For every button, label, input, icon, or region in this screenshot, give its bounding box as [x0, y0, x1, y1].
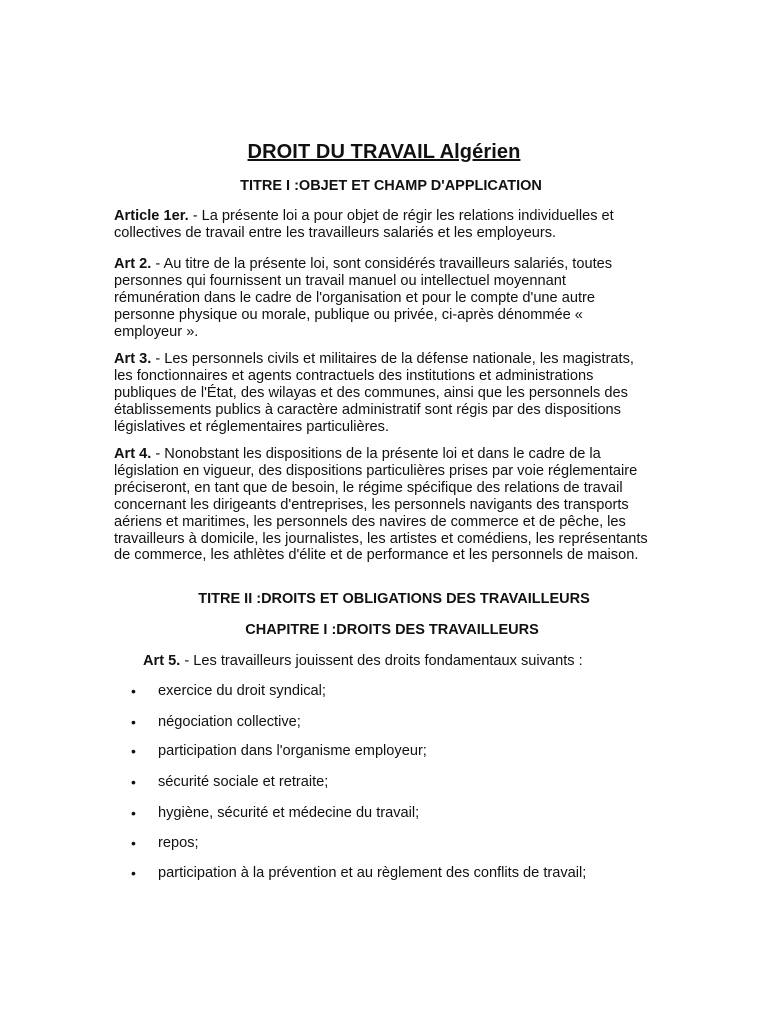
article-2: [114, 256, 654, 341]
list-item-text: repos;: [158, 835, 199, 851]
list-item-text: participation dans l'organisme employeur;: [158, 743, 427, 759]
article-text: - Nonobstant les dispositions de la présente loi et dans le cadre de la législation en vigueur, des dispositions particulières prises par voie réglementaire préciseront, en tant que de besoin, le régime spécifique des relations de travail concernant les dirigeants d'entreprises, les personnels navigants des transports aériens et maritimes, les personnels des navires de commerce et de pêche, les travailleurs à domicile, les journalistes, les artistes et comédiens, les représentants de commerce, les athlètes d'élite et de performance et les personnels de maison.: [114, 446, 648, 564]
list-item-text: sécurité sociale et retraite;: [158, 774, 329, 790]
bullet-icon: •: [131, 683, 136, 699]
list-item-text: exercice du droit syndical;: [158, 683, 326, 699]
article-text: - Au titre de la présente loi, sont considérés travailleurs salariés, toutes personnes qui fournissent un travail manuel ou intellectuel moyennant rémunération dans le cadre de l'organisation et pour le compte d'une autre personne physique ou morale, publique ou privée, ci-après dénommée « employeur ».: [114, 256, 613, 340]
article-label: Art 4.: [114, 446, 152, 462]
article-1: [114, 208, 654, 242]
heading-titre-1: TITRE I :OBJET ET CHAMP D'APPLICATION: [240, 178, 542, 194]
list-item-text: participation à la prévention et au règlement des conflits de travail;: [158, 865, 587, 881]
heading-titre-2: TITRE II :DROITS ET OBLIGATIONS DES TRAVAILLEURS: [198, 591, 590, 607]
article-label: Art 2.: [114, 256, 152, 272]
list-item-text: négociation collective;: [158, 714, 301, 730]
article-5: [143, 653, 683, 670]
article-text: - La présente loi a pour objet de régir les relations individuelles et collectives de travail entre les travailleurs salariés et les employeurs.: [114, 208, 614, 241]
list-item-text: hygiène, sécurité et médecine du travail;: [158, 805, 420, 821]
article-text: - Les personnels civils et militaires de la défense nationale, les magistrats, les fonctionnaires et agents contractuels des institutions et administrations publiques de l'État, des wilayas et des communes, ainsi que les personnels des établissements publics à caractère administratif sont régis par des dispositions législatives et réglementaires particulières.: [114, 351, 634, 435]
article-label: Art 3.: [114, 351, 152, 367]
heading-chapitre-1: CHAPITRE I :DROITS DES TRAVAILLEURS: [245, 622, 539, 638]
bullet-icon: •: [131, 714, 136, 730]
bullet-icon: •: [131, 774, 136, 790]
bullet-icon: •: [131, 865, 136, 881]
bullet-icon: •: [131, 835, 136, 851]
bullet-icon: •: [131, 743, 136, 759]
article-text: - Les travailleurs jouissent des droits fondamentaux suivants :: [180, 653, 583, 669]
article-label: Art 5.: [143, 653, 181, 669]
document-title: DROIT DU TRAVAIL Algérien: [247, 141, 521, 163]
article-4: [114, 446, 654, 564]
article-label: Article 1er.: [114, 208, 189, 224]
bullet-icon: •: [131, 805, 136, 821]
article-3: [114, 351, 654, 436]
